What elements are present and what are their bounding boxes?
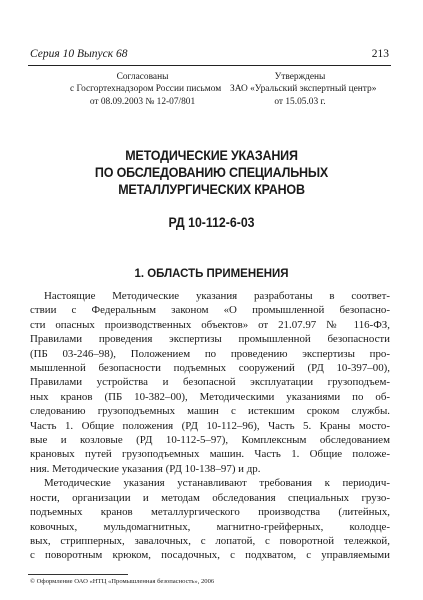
body-line: Настоящие Методические указания разработаны в соответ-	[44, 290, 390, 302]
document-code: РД 10-112-6-03	[168, 215, 255, 230]
body-line: крановых путей грузоподъемных машин. Часть 1. Общие положе-	[30, 448, 390, 461]
approval-right-line: от 15.05.03 г.	[274, 96, 326, 107]
approval-block-left	[70, 71, 222, 108]
footer-rule	[28, 574, 128, 575]
document-title	[45, 148, 379, 198]
header-rule	[28, 65, 391, 66]
body-line: ковочных, мульдомагнитных, магнитно-грейферных, колодце-	[30, 520, 390, 533]
body-line: подъемных кранов металлургического производства (литейных,	[30, 506, 390, 519]
body-line: Правилами проведения экспертизы промышленной безопасности	[30, 333, 390, 346]
body-text	[30, 289, 390, 563]
body-line: ния. Методические указания (РД 10-138–97) и др.	[30, 462, 261, 475]
body-line: мышленной безопасности подъемных сооружений (РД 10-397–00),	[30, 362, 390, 375]
page-number: 213	[371, 48, 389, 60]
body-line: (ПБ 03-246–98), Положением по проведению экспертизы про-	[30, 347, 390, 360]
body-line: вые и козловые (РД 10-112-5–97), Комплексным обследованием	[30, 434, 390, 447]
title-line: ПО ОБСЛЕДОВАНИЮ СПЕЦИАЛЬНЫХ	[94, 164, 329, 180]
approval-left-line: Согласованы	[116, 72, 169, 82]
approval-right-line: Утверждены	[274, 72, 326, 82]
body-line: сти опасных производственных объектов» от 21.07.97 № 116-ФЗ,	[30, 318, 390, 331]
body-line: вых, стрипперных, завалочных, с лопатой, с поворотной тележкой,	[30, 534, 390, 547]
title-line: МЕТАЛЛУРГИЧЕСКИХ КРАНОВ	[118, 181, 305, 197]
copyright-footer: © Оформление ОАО «НТЦ «Промышленная безопасность», 2006	[30, 578, 215, 585]
body-line: Методические указания устанавливают требования к периодич-	[44, 477, 390, 490]
body-line: с поворотным крюком, посадочных, с подхватом, с управляемыми	[30, 549, 390, 562]
section-heading: 1. ОБЛАСТЬ ПРИМЕНЕНИЯ	[134, 266, 289, 280]
series-header: Серия 10 Выпуск 68	[30, 48, 128, 60]
body-line: Правилами устройства и безопасной эксплуатации грузоподъем-	[30, 376, 390, 389]
body-line: ности, организации и методам обследования специальных грузо-	[30, 491, 390, 504]
approval-left-line: с Госгортехнадзором России письмом	[70, 84, 222, 95]
body-line: ных кранов (ПБ 10-382–00), Методическими указаниями по об-	[30, 390, 390, 403]
approval-right-line: ЗАО «Уральский экспертный центр»	[230, 84, 377, 95]
body-line: ствии с Федеральным законом «О промышленной безопасно-	[30, 304, 390, 317]
approval-block-right	[230, 71, 377, 108]
body-line: Часть 1. Общие положения (РД 10-112–96), Часть 5. Краны мосто-	[30, 419, 390, 432]
approval-left-line: от 08.09.2003 № 12-07/801	[89, 96, 196, 107]
title-line: МЕТОДИЧЕСКИЕ УКАЗАНИЯ	[125, 148, 298, 163]
body-line: следованию грузоподъемных машин с истекшим сроком службы.	[30, 405, 390, 418]
